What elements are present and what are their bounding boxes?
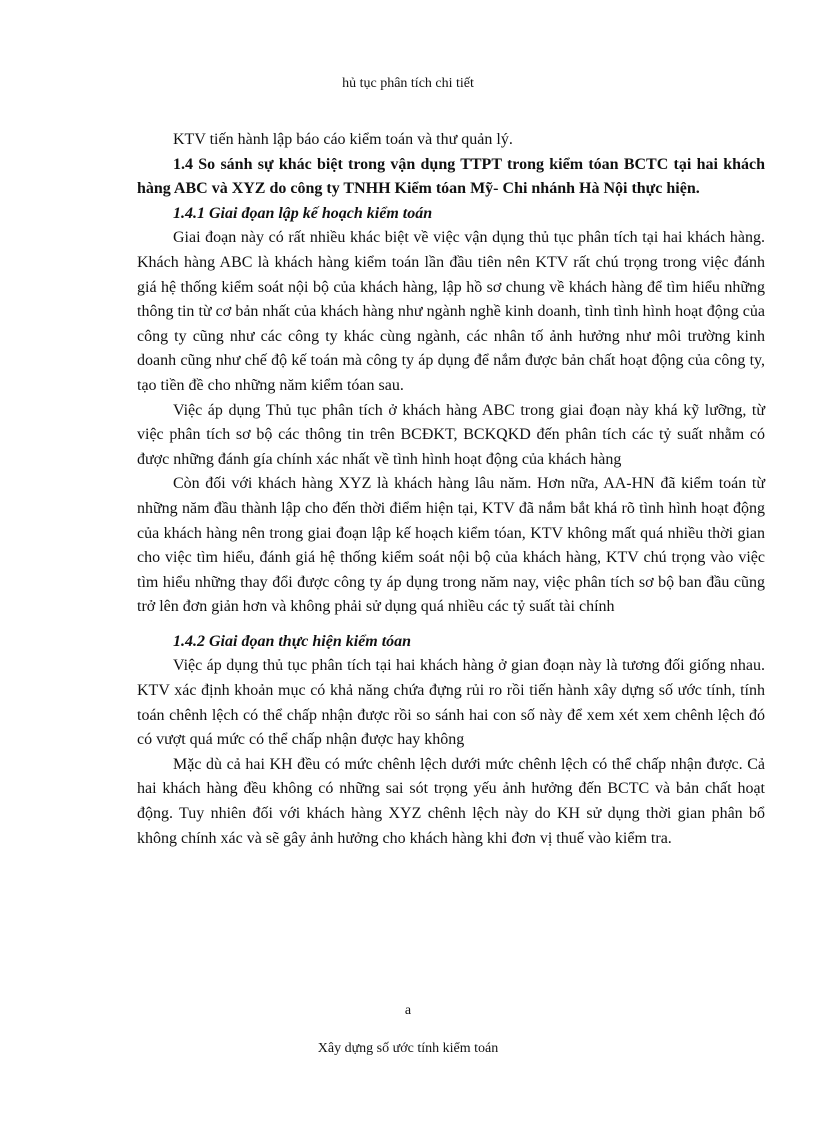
intro-paragraph: KTV tiến hành lập báo cáo kiểm toán và thư quản lý. bbox=[173, 131, 513, 148]
paragraph: Mặc dù cả hai KH đều có mức chênh lệch dưới mức chênh lệch có thể chấp nhận được. Cả hai khách hàng đều không có những sai sót trọng yếu ảnh hưởng đến BCTC và bản chất hoạt động. Tuy nhiên đối với khách hàng XYZ chênh lệch này do KH sử dụng thời gian phân bổ không chính xác và sẽ gây ảnh hưởng cho khách hàng khi đơn vị thuế vào kiểm tra. bbox=[137, 755, 765, 847]
page-header: hủ tục phân tích chi tiết bbox=[342, 76, 474, 91]
subsection-heading-1: 1.4.1 Giai đọan lập kế hoạch kiểm toán bbox=[173, 204, 433, 222]
document-body bbox=[137, 128, 765, 851]
paragraph: Còn đối với khách hàng XYZ là khách hàng lâu năm. Hơn nữa, AA-HN đã kiểm toán từ những năm đầu thành lập cho đến thời điểm hiện tại, KTV đã nắm bắt khá rõ tình hình hoạt động của khách hàng nên trong giai đoạn lập kế hoạch kiểm tóan, KTV không mất quá nhiều thời gian cho việc tìm hiểu, đánh giá hệ thống kiểm soát nội bộ của khách hàng, KTV chú trọng vào việc tìm hiểu những thay đổi được công ty áp dụng trong năm nay, việc phân tích sơ bộ ban đầu cũng trở lên đơn giản hơn và không phải sử dụng quá nhiều các tỷ suất tài chính bbox=[137, 475, 765, 616]
paragraph: Việc áp dụng Thủ tục phân tích ở khách hàng ABC trong giai đoạn này khá kỹ lưỡng, từ việc phân tích sơ bộ các thông tin trên BCĐKT, BCKQKD đến phân tích các tỷ suất nhằm có được những đánh gía chính xác nhất về tình hình hoạt động của khách hàng bbox=[137, 401, 765, 468]
paragraph: Giai đoạn này có rất nhiều khác biệt về việc vận dụng thủ tục phân tích tại hai khách hàng. Khách hàng ABC là khách hàng kiểm toán lần đầu tiên nên KTV rất chú trọng trong việc đánh giá hệ thống kiểm soát nội bộ của khách hàng, lập hồ sơ chung về khách hàng để tìm hiểu những thông tin từ cơ bản nhất của khách hàng như ngành nghề kinh doanh, tình tình hình hoạt động của công ty cũng như các công ty khác cùng ngành, các nhân tố ảnh hưởng như môi trường kinh doanh cũng như chế độ kế toán mà công ty áp dụng để nắm được bản chất hoạt động của công ty, tạo tiền đề cho những năm kiểm tóan sau. bbox=[137, 229, 765, 394]
section-title: 1.4 So sánh sự khác biệt trong vận dụng TTPT trong kiểm tóan BCTC tại hai khách hàng ABC và XYZ do công ty TNHH Kiểm tóan Mỹ- Chi nhánh Hà Nội thực hiện. bbox=[137, 155, 765, 198]
subsection-heading-2: 1.4.2 Giai đọan thực hiện kiểm tóan bbox=[173, 632, 412, 650]
footer-letter: a bbox=[404, 1003, 412, 1018]
paragraph: Việc áp dụng thủ tục phân tích tại hai khách hàng ở gian đoạn này là tương đối giống nhau. KTV xác định khoản mục có khả năng chứa đựng rủi ro rồi tiến hành xây dựng số ước tính, tính toán chênh lệch có thể chấp nhận được rồi so sánh hai con số này để xem xét xem chênh lệch đó có vượt quá mức có thể chấp nhận được hay không bbox=[137, 657, 765, 749]
footer-title: Xây dựng số ước tính kiểm toán bbox=[317, 1041, 499, 1056]
